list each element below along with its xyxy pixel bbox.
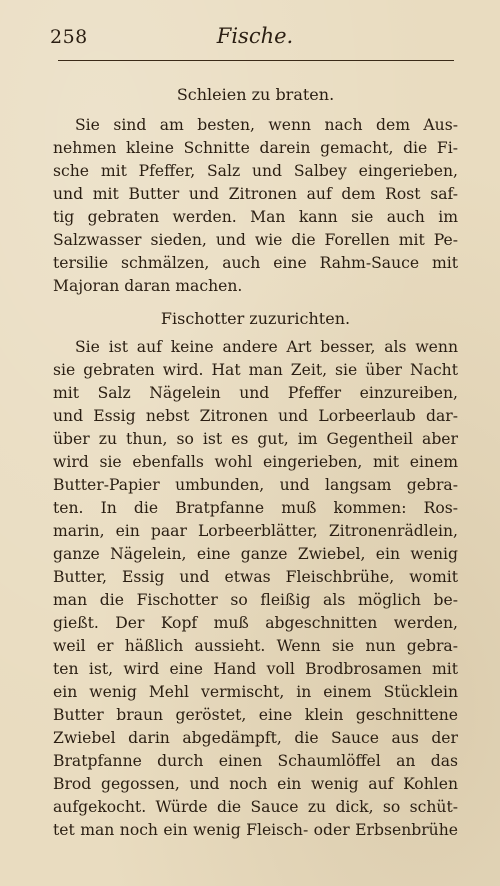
text-line: und mit Butter und Zitronen auf dem Rost saf- (53, 185, 458, 203)
text-line: tig gebraten werden. Man kann sie auch im (53, 208, 458, 226)
text-line: Zwiebel darin abgedämpft, die Sauce aus der (53, 729, 458, 747)
section-fischotter (53, 306, 458, 842)
text-line: über zu thun, so ist es gut, im Gegentheil aber (53, 430, 458, 448)
text-line: Butter, Essig und etwas Fleischbrühe, womit (53, 568, 458, 586)
text-line: ten ist, wird eine Hand voll Brodbrosamen mit (53, 660, 458, 678)
text-line: sche mit Pfeffer, Salz und Salbey eingerieben, (53, 162, 458, 180)
section-title: Schleien zu braten. (176, 85, 335, 104)
text-line: tersilie schmälzen, auch eine Rahm-Sauce mit (53, 254, 458, 272)
text-line: weil er häßlich aussieht. Wenn sie nun gebra- (53, 637, 458, 655)
text-line: mit Salz Nägelein und Pfeffer einzureiben, (53, 384, 458, 402)
text-line: marin, ein paar Lorbeerblätter, Zitronenrädlein, (53, 522, 458, 540)
text-line: Sie sind am besten, wenn nach dem Aus- (75, 116, 458, 134)
text-line: ganze Nägelein, eine ganze Zwiebel, ein wenig (53, 545, 458, 563)
page-body (53, 82, 458, 842)
text-line: aufgekocht. Würde die Sauce zu dick, so schüt- (53, 798, 458, 816)
text-line: ein wenig Mehl vermischt, in einem Stücklein (53, 683, 458, 701)
text-line: Majoran daran machen. (53, 277, 243, 295)
header-rule (58, 60, 454, 61)
text-line: nehmen kleine Schnitte darein gemacht, die Fi- (53, 139, 458, 157)
running-head: Fische. (216, 24, 294, 48)
text-line: ten. In die Bratpfanne muß kommen: Ros- (53, 499, 458, 517)
section-title: Fischotter zuzurichten. (160, 309, 351, 328)
text-line: Brod gegossen, und noch ein wenig auf Kohlen (53, 775, 458, 793)
text-line: Butter braun geröstet, eine klein geschnittene (53, 706, 458, 724)
text-line: Bratpfanne durch einen Schaumlöffel an das (53, 752, 458, 770)
paragraph (53, 114, 458, 298)
text-line: gießt. Der Kopf muß abgeschnitten werden, (53, 614, 458, 632)
page-number: 258 (50, 26, 88, 48)
text-line: man die Fischotter so fleißig als möglich be- (53, 591, 458, 609)
text-line: sie gebraten wird. Hat man Zeit, sie über Nacht (53, 361, 458, 379)
text-line: tet man noch ein wenig Fleisch- oder Erbsenbrühe (53, 821, 458, 839)
text-line: wird sie ebenfalls wohl eingerieben, mit einem (53, 453, 458, 471)
section-schleien (53, 82, 458, 298)
text-line: und Essig nebst Zitronen und Lorbeerlaub dar- (53, 407, 458, 425)
paragraph (53, 336, 458, 842)
text-line: Sie ist auf keine andere Art besser, als wenn (75, 338, 458, 356)
text-line: Salzwasser sieden, und wie die Forellen mit Pe- (53, 231, 458, 249)
page-header (50, 22, 460, 52)
text-line: Butter-Papier umbunden, und langsam gebra- (53, 476, 458, 494)
